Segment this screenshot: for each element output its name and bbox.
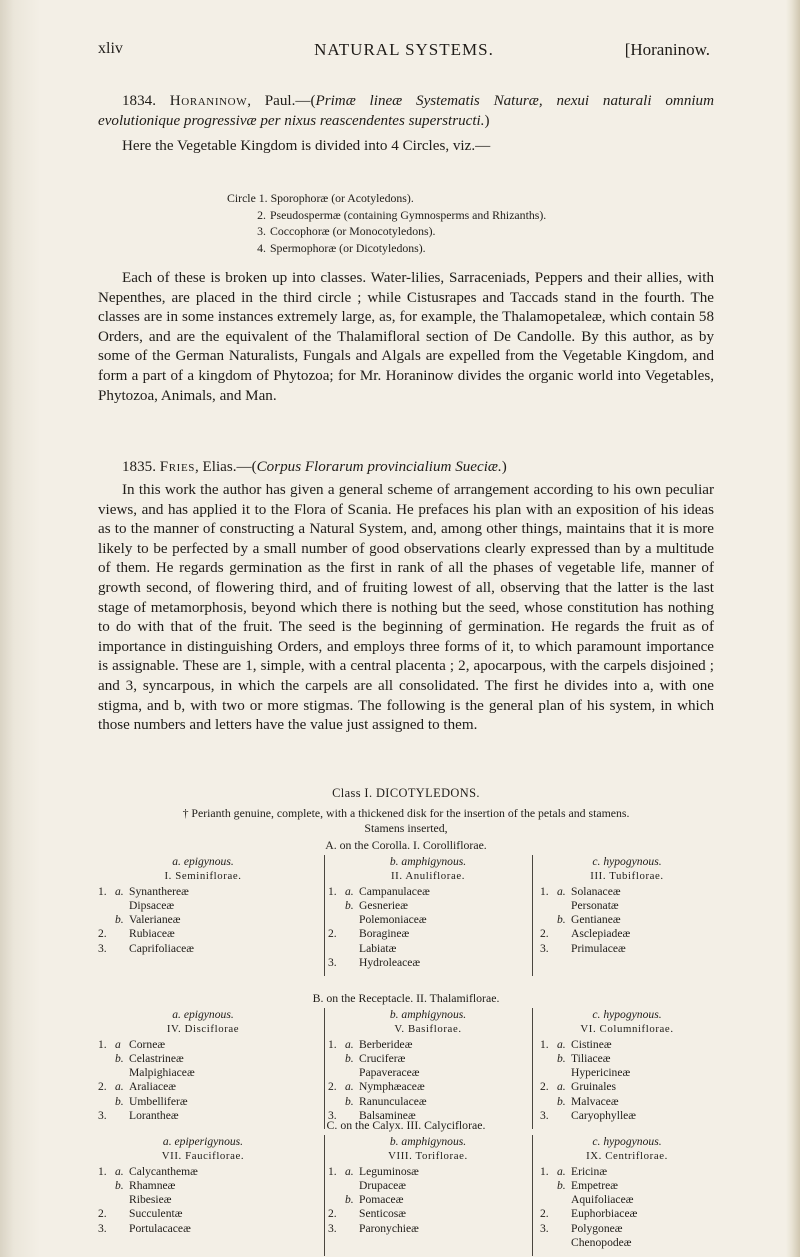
order-name: Campanulaceæ: [359, 885, 430, 899]
order-name: Malvaceæ: [571, 1094, 619, 1108]
circle-label: 3.: [257, 224, 266, 239]
section-column: [328, 1135, 528, 1236]
column-class: II. Anuliflorae.: [390, 870, 466, 883]
order-row: [98, 913, 308, 927]
order-letter: b.: [115, 1094, 124, 1108]
entry-number: 1835.: [122, 459, 156, 475]
perianth-line: [98, 806, 714, 822]
section-column: [540, 1135, 714, 1250]
order-letter: a.: [557, 1165, 566, 1179]
column-rule: [532, 1135, 533, 1256]
order-name: Gesnerieæ: [359, 899, 408, 913]
order-name: Dipsaceæ: [129, 899, 175, 913]
order-name: Paronychieæ: [359, 1221, 419, 1235]
order-row: [98, 1038, 308, 1052]
order-letter: a.: [557, 1038, 566, 1052]
entry-author-rest: , Elias.—(: [194, 459, 257, 475]
order-number: 3.: [98, 1108, 107, 1122]
order-row: [328, 927, 528, 941]
order-row: [328, 1207, 528, 1221]
order-row: [98, 942, 308, 956]
order-row: [98, 1066, 308, 1080]
order-number: 1.: [98, 1165, 107, 1179]
order-name: Drupaceæ: [359, 1179, 406, 1193]
entry-author-rest: , Paul.—(: [247, 93, 316, 109]
fries-paragraph: In this work the author has given a general scheme of arrangement according to his own peculiar views, and has applied it to the Flora of Scania. He prefaces his plan with an exposition of his ideas as to the manner of constructing a Natural System, and, among other things, maintains that it is more likely to be perfected by a small number of good observations clearly expressed than by a multitude of them. He regards germination as the first in rank of all the phases of vegetable life, manner of growth second, of flowering third, and of fruiting lowest of all, observing that the latter is the last stage of metamorphosis, beyond which there is nothing but the seed, whose constitution has nothing to do with that of the fruit. The seed is the beginning of germination. He regards the fruit as of importance in distinguishing Orders, and employs three forms of it, to which paramount importance is assignable. These are 1, simple, with a central placenta ; 2, apocarpous, with the carpels disjoined ; and 3, syncarpous, in which the carpels are all consolidated. The first he divides into a, with one stigma, and b, with two or more stigmas. The following is the general plan of his system, in which those numbers and letters have the value just assigned to them.: [98, 482, 714, 734]
order-row: [98, 1179, 308, 1193]
order-row: [98, 1052, 308, 1066]
order-row: [98, 899, 308, 913]
order-number: 3.: [540, 941, 549, 955]
column-title: b. amphigynous.: [389, 1135, 467, 1148]
order-letter: a.: [345, 1165, 354, 1179]
order-row: [328, 913, 528, 927]
circle-label: 2.: [257, 207, 266, 222]
page-edge-shadow: [786, 0, 800, 1257]
order-name: Caprifoliaceæ: [129, 941, 195, 955]
order-name: Polemoniaceæ: [359, 913, 427, 927]
order-row: [98, 1080, 308, 1094]
circles-list: [227, 190, 546, 256]
column-title: b. amphigynous.: [389, 1008, 467, 1021]
order-row: [98, 927, 308, 941]
circle-label: 4.: [257, 240, 266, 255]
order-name: Leguminosæ: [359, 1165, 419, 1179]
circle-item: [227, 240, 546, 257]
section-column: [328, 855, 528, 970]
order-row: [540, 927, 714, 941]
order-number: 1.: [328, 1038, 337, 1052]
order-letter: a.: [115, 1080, 124, 1094]
circle-text: Spermophoræ (or Dicotyledons).: [270, 240, 426, 255]
column-title: c. hypogynous.: [592, 855, 662, 868]
order-letter: a: [115, 1038, 121, 1052]
order-row: [328, 1080, 528, 1094]
order-name: Aquifoliaceæ: [571, 1193, 634, 1207]
order-number: 1.: [540, 1165, 549, 1179]
horaninow-paragraph: Each of these is broken up into classes. Water-lilies, Sarraceniads, Peppers and their allies, with Nepenthes, are placed in the third circle ; while Cistusrapes and Taccads stand in the fourth. The classes are in some instances extremely large, as, for example, the Thalamopetaleæ, which contain 58 Orders, and are the equivalent of the Thalamifloral section of De Candolle. By this author, as by some of the German Naturalists, Fungals and Algals are expelled from the Vegetable Kingdom, and form a part of a kingdom of Phytozoa; for Mr. Horaninow divides the organic world into Vegetables, Phytozoa, Animals, and Man.: [98, 270, 714, 404]
order-row: [328, 942, 528, 956]
order-row: [328, 1095, 528, 1109]
order-row: [328, 1038, 528, 1052]
column-class: I. Seminiflorae.: [164, 870, 242, 883]
section-column: [98, 855, 308, 956]
order-letter: a.: [345, 885, 354, 899]
order-name: Empetreæ: [571, 1179, 619, 1193]
order-row: [540, 1222, 714, 1236]
circle-text: Coccophoræ (or Monocotyledons).: [270, 224, 436, 239]
order-number: 1.: [540, 885, 549, 899]
column-title: a. epiperigynous.: [162, 1135, 244, 1148]
column-rule: [532, 855, 533, 976]
stamens-line: Stamens inserted,: [364, 821, 448, 835]
order-name: Primulaceæ: [571, 941, 626, 955]
order-name: Asclepiadeæ: [571, 927, 631, 941]
horaninow-entry: [98, 92, 714, 131]
entry-book-title: Corpus Florarum provincialium Sueciæ.: [256, 459, 502, 475]
order-letter: a.: [115, 1165, 124, 1179]
order-name: Papaveraceæ: [359, 1066, 420, 1080]
order-number: 2.: [328, 927, 337, 941]
running-title: NATURAL SYSTEMS.: [314, 40, 494, 59]
order-letter: b.: [345, 1193, 354, 1207]
order-name: Cruciferæ: [359, 1052, 406, 1066]
order-name: Gruinales: [571, 1080, 617, 1094]
order-number: 2.: [98, 1207, 107, 1221]
column-class: VIII. Toriflorae.: [388, 1150, 468, 1163]
order-name: Malpighiaceæ: [129, 1066, 195, 1080]
fries-entry: [98, 458, 714, 478]
order-letter: b.: [557, 1052, 566, 1066]
order-number: 3.: [98, 941, 107, 955]
order-name: Tiliaceæ: [571, 1052, 611, 1066]
order-row: [328, 899, 528, 913]
order-number: 1.: [328, 885, 337, 899]
section-column: [540, 1008, 714, 1123]
order-letter: b.: [557, 1094, 566, 1108]
order-number: 3.: [328, 1108, 337, 1122]
order-name: Portulacaceæ: [129, 1221, 191, 1235]
column-rule: [324, 855, 325, 976]
column-class: VI. Columniflorae.: [580, 1023, 674, 1036]
order-name: Ribesieæ: [129, 1193, 172, 1207]
horaninow-intro: Here the Vegetable Kingdom is divided into 4 Circles, viz.—: [122, 138, 491, 154]
order-name: Senticosæ: [359, 1207, 407, 1221]
section-heading: C. on the Calyx. III. Calyciflorae.: [326, 1118, 486, 1132]
order-name: Umbelliferæ: [129, 1094, 188, 1108]
order-name: Synanthereæ: [129, 885, 189, 899]
order-number: 2.: [98, 1080, 107, 1094]
order-name: Cistineæ: [571, 1038, 612, 1052]
order-letter: b.: [557, 1179, 566, 1193]
column-title: a. epigynous.: [172, 1008, 234, 1021]
order-row: [540, 885, 714, 899]
order-row: [540, 1095, 714, 1109]
order-row: [328, 1052, 528, 1066]
order-name: Chenopodeæ: [571, 1235, 632, 1249]
class-heading: Class I. DICOTYLEDONS.: [332, 786, 480, 800]
entry-number: 1834.: [122, 93, 156, 109]
section-heading: A. on the Corolla. I. Corolliflorae.: [325, 838, 487, 852]
column-class: IX. Centriflorae.: [586, 1150, 668, 1163]
order-name: Succulentæ: [129, 1207, 183, 1221]
column-class: IV. Disciflorae: [166, 1023, 240, 1036]
order-number: 1.: [98, 1038, 107, 1052]
order-name: Nymphæaceæ: [359, 1080, 425, 1094]
order-name: Ericinæ: [571, 1165, 608, 1179]
order-name: Hypericineæ: [571, 1066, 631, 1080]
order-name: Loranthеæ: [129, 1108, 179, 1122]
column-rule: [324, 1135, 325, 1256]
section-column: [98, 1135, 308, 1236]
order-row: [328, 1193, 528, 1207]
order-row: [540, 1193, 714, 1207]
order-letter: a.: [345, 1038, 354, 1052]
order-row: [328, 1066, 528, 1080]
order-row: [98, 1095, 308, 1109]
order-name: Euphorbiaceæ: [571, 1207, 638, 1221]
order-number: 2.: [328, 1080, 337, 1094]
order-row: [540, 899, 714, 913]
column-title: c. hypogynous.: [592, 1008, 662, 1021]
order-name: Hydroleaceæ: [359, 955, 421, 969]
order-name: Personatæ: [571, 899, 619, 913]
order-letter: b.: [345, 1094, 354, 1108]
order-row: [540, 1236, 714, 1250]
order-letter: a.: [345, 1080, 354, 1094]
page-gutter-shadow: [0, 0, 40, 1257]
order-row: [98, 1165, 308, 1179]
order-number: 3.: [98, 1221, 107, 1235]
order-row: [328, 1165, 528, 1179]
dagger-mark: †: [182, 806, 189, 820]
order-row: [328, 885, 528, 899]
circle-item: [227, 207, 546, 224]
order-letter: b.: [557, 913, 566, 927]
order-name: Berberideæ: [359, 1038, 413, 1052]
order-letter: b.: [115, 1179, 124, 1193]
order-letter: b.: [115, 913, 124, 927]
order-name: Balsamineæ: [359, 1108, 416, 1122]
column-class: III. Tubiflorae.: [590, 870, 664, 883]
circle-item: [227, 223, 546, 240]
order-letter: a.: [557, 885, 566, 899]
running-header: [98, 40, 710, 66]
order-name: Araliaceæ: [129, 1080, 176, 1094]
order-name: Caryophylleæ: [571, 1108, 637, 1122]
order-number: 1.: [98, 885, 107, 899]
order-letter: b.: [345, 1052, 354, 1066]
column-rule: [532, 1008, 533, 1129]
order-name: Boragineæ: [359, 927, 410, 941]
order-name: Rubiaceæ: [129, 927, 175, 941]
order-row: [328, 1222, 528, 1236]
order-row: [98, 1222, 308, 1236]
page-number: xliv: [98, 40, 123, 57]
section-column: [540, 855, 714, 956]
circle-item: [227, 190, 546, 207]
order-letter: b.: [345, 899, 354, 913]
order-row: [98, 1193, 308, 1207]
order-row: [98, 1207, 308, 1221]
order-number: 1.: [540, 1038, 549, 1052]
order-name: Gentianeæ: [571, 913, 621, 927]
order-row: [540, 1080, 714, 1094]
column-title: a. epigynous.: [172, 855, 234, 868]
order-name: Pomaceæ: [359, 1193, 404, 1207]
order-row: [328, 956, 528, 970]
entry-author: Fries: [159, 459, 195, 475]
order-row: [540, 942, 714, 956]
entry-close: ): [501, 459, 507, 475]
order-number: 1.: [328, 1165, 337, 1179]
order-letter: b.: [115, 1052, 124, 1066]
order-name: Corneæ: [129, 1038, 166, 1052]
column-title: c. hypogynous.: [592, 1135, 662, 1148]
column-class: VII. Fauciflorae.: [161, 1150, 245, 1163]
order-number: 2.: [540, 1207, 549, 1221]
entry-author: Horaninow: [169, 93, 248, 109]
order-number: 3.: [540, 1108, 549, 1122]
order-row: [328, 1179, 528, 1193]
circle-label: Circle 1.: [227, 191, 271, 205]
section-column: [328, 1008, 528, 1123]
order-letter: a.: [557, 1080, 566, 1094]
order-name: Calycanthemæ: [129, 1165, 198, 1179]
column-class: V. Basiflorae.: [394, 1023, 462, 1036]
order-name: Rhamneæ: [129, 1179, 176, 1193]
order-number: 2.: [98, 927, 107, 941]
order-number: 2.: [328, 1207, 337, 1221]
column-title: b. amphigynous.: [389, 855, 467, 868]
perianth-text: Perianth genuine, complete, with a thickened disk for the insertion of the petals and stamens.: [191, 806, 630, 820]
order-row: [540, 1207, 714, 1221]
order-row: [540, 1052, 714, 1066]
order-number: 2.: [540, 1080, 549, 1094]
section-heading: B. on the Receptacle. II. Thalamiflorae.: [312, 991, 500, 1005]
order-number: 2.: [540, 927, 549, 941]
order-row: [540, 913, 714, 927]
order-number: 3.: [328, 1221, 337, 1235]
running-head-right: [Horaninow.: [624, 40, 710, 59]
order-row: [540, 1066, 714, 1080]
section-column: [98, 1008, 308, 1123]
order-letter: a.: [115, 885, 124, 899]
order-number: 3.: [540, 1221, 549, 1235]
entry-book-title: Primæ lineæ Systematis Naturæ, nexui naturali omnium evolutionique progressivæ per nixus reascendentes superstructi.: [98, 93, 715, 129]
order-name: Valerianeæ: [129, 913, 181, 927]
circle-text: Sporophoræ (or Acotyledons).: [270, 191, 414, 205]
order-name: Polygoneæ: [571, 1221, 623, 1235]
order-name: Labiatæ: [359, 941, 397, 955]
order-name: Ranunculaceæ: [359, 1094, 427, 1108]
order-name: Celastrineæ: [129, 1052, 184, 1066]
order-row: [540, 1038, 714, 1052]
order-row: [98, 885, 308, 899]
circle-text: Pseudospermæ (containing Gymnosperms and Rhizanths).: [270, 207, 547, 222]
order-row: [540, 1179, 714, 1193]
order-row: [540, 1165, 714, 1179]
entry-close: ): [484, 112, 490, 129]
order-name: Solanaceæ: [571, 885, 621, 899]
column-rule: [324, 1008, 325, 1129]
order-number: 3.: [328, 955, 337, 969]
